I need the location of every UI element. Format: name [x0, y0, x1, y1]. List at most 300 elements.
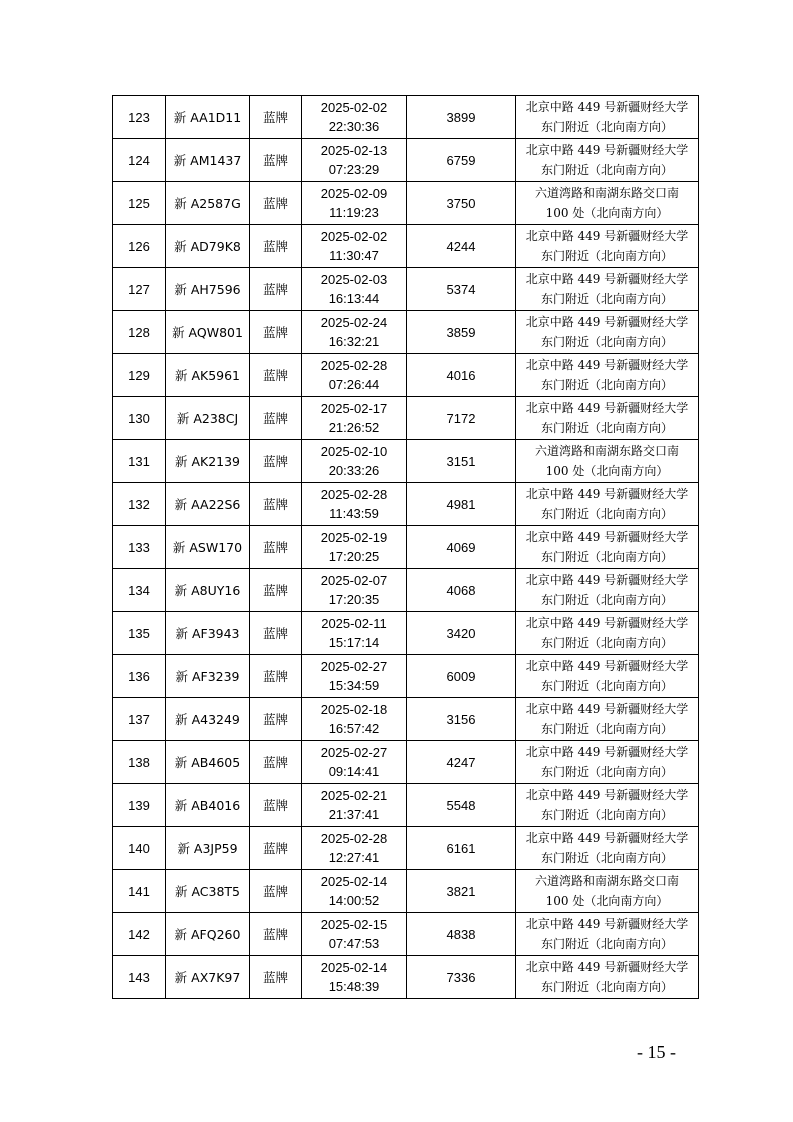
plate-number-cell	[166, 569, 250, 612]
record-code: 6161	[446, 840, 476, 856]
location-line-1: 北京中路 449 号新疆财经大学	[525, 659, 689, 673]
location-line-2: 东门附近（北向南方向）	[540, 980, 673, 994]
row-index: 141	[128, 883, 150, 899]
row-index-cell	[113, 827, 166, 870]
row-index: 125	[128, 195, 150, 211]
plate-number-cell	[166, 741, 250, 784]
location-line-2: 东门附近（北向南方向）	[540, 292, 673, 306]
datetime-cell	[302, 913, 407, 956]
plate-color-cell	[250, 397, 302, 440]
plate-number: 新 A3JP59	[177, 840, 238, 856]
row-index-cell	[113, 139, 166, 182]
location-line-1: 北京中路 449 号新疆财经大学	[525, 573, 689, 587]
location-line-2: 东门附近（北向南方向）	[540, 550, 673, 564]
record-time: 16:13:44	[328, 291, 380, 306]
plate-color: 蓝牌	[262, 797, 288, 813]
location-line-2: 东门附近（北向南方向）	[540, 163, 673, 177]
record-code: 7336	[446, 969, 476, 985]
plate-color: 蓝牌	[262, 410, 288, 426]
location-line-2: 东门附近（北向南方向）	[540, 765, 673, 779]
location-line-2: 东门附近（北向南方向）	[540, 593, 673, 607]
record-code: 7172	[446, 410, 476, 426]
location-line-1: 北京中路 449 号新疆财经大学	[525, 401, 689, 415]
plate-color-cell	[250, 741, 302, 784]
datetime-cell	[302, 569, 407, 612]
plate-number-cell	[166, 311, 250, 354]
plate-color-cell	[250, 483, 302, 526]
code-cell	[407, 397, 516, 440]
datetime-cell	[302, 268, 407, 311]
record-date: 2025-02-02	[320, 100, 388, 115]
record-date: 2025-02-11	[321, 616, 387, 631]
record-code: 3420	[446, 625, 476, 641]
table-row	[113, 182, 699, 225]
plate-color-cell	[250, 827, 302, 870]
row-index-cell	[113, 741, 166, 784]
plate-color: 蓝牌	[262, 754, 288, 770]
plate-number: 新 AD79K8	[174, 238, 241, 254]
code-cell	[407, 956, 516, 999]
code-cell	[407, 827, 516, 870]
table-row	[113, 569, 699, 612]
record-time: 17:20:25	[328, 549, 380, 564]
record-time: 15:34:59	[328, 678, 380, 693]
plate-number-cell	[166, 96, 250, 139]
location-line-1: 北京中路 449 号新疆财经大学	[525, 272, 689, 286]
plate-number: 新 AC38T5	[174, 883, 241, 899]
row-index-cell	[113, 913, 166, 956]
plate-color: 蓝牌	[262, 281, 288, 297]
location-line-2: 100 处（北向南方向）	[545, 206, 669, 220]
location-line-1: 北京中路 449 号新疆财经大学	[525, 745, 689, 759]
table-row	[113, 698, 699, 741]
datetime-cell	[302, 440, 407, 483]
row-index-cell	[113, 397, 166, 440]
table-row	[113, 96, 699, 139]
row-index: 143	[128, 969, 150, 985]
record-code: 4068	[446, 582, 476, 598]
plate-number-cell	[166, 483, 250, 526]
record-date: 2025-02-18	[320, 702, 388, 717]
record-time: 12:27:41	[328, 850, 380, 865]
plate-color-cell	[250, 268, 302, 311]
location-line-1: 北京中路 449 号新疆财经大学	[525, 229, 689, 243]
record-code: 4247	[446, 754, 476, 770]
location-cell	[516, 397, 699, 440]
location-line-1: 北京中路 449 号新疆财经大学	[525, 143, 689, 157]
location-line-2: 东门附近（北向南方向）	[540, 636, 673, 650]
location-cell	[516, 741, 699, 784]
record-date: 2025-02-28	[320, 831, 388, 846]
location-line-1: 六道湾路和南湖东路交口南	[534, 874, 679, 888]
table-row	[113, 225, 699, 268]
row-index-cell	[113, 182, 166, 225]
plate-color: 蓝牌	[262, 883, 288, 899]
plate-number-cell	[166, 397, 250, 440]
plate-number: 新 A238CJ	[176, 410, 239, 426]
plate-color: 蓝牌	[262, 238, 288, 254]
location-line-1: 北京中路 449 号新疆财经大学	[525, 487, 689, 501]
plate-number-cell	[166, 354, 250, 397]
location-line-2: 东门附近（北向南方向）	[540, 378, 673, 392]
row-index-cell	[113, 526, 166, 569]
record-code: 4016	[446, 367, 476, 383]
plate-color: 蓝牌	[262, 152, 288, 168]
plate-color-cell	[250, 870, 302, 913]
plate-color-cell	[250, 655, 302, 698]
code-cell	[407, 311, 516, 354]
datetime-cell	[302, 96, 407, 139]
record-time: 15:48:39	[328, 979, 380, 994]
record-time: 15:17:14	[328, 635, 380, 650]
location-line-1: 北京中路 449 号新疆财经大学	[525, 100, 689, 114]
plate-number: 新 AA1D11	[173, 109, 242, 125]
records-table-body	[113, 96, 699, 999]
record-time: 14:00:52	[328, 893, 380, 908]
code-cell	[407, 440, 516, 483]
record-date: 2025-02-27	[320, 745, 388, 760]
plate-color: 蓝牌	[262, 625, 288, 641]
record-code: 4838	[446, 926, 476, 942]
code-cell	[407, 612, 516, 655]
datetime-cell	[302, 182, 407, 225]
row-index-cell	[113, 870, 166, 913]
location-line-2: 东门附近（北向南方向）	[540, 808, 673, 822]
record-time: 20:33:26	[328, 463, 380, 478]
location-line-1: 六道湾路和南湖东路交口南	[534, 186, 679, 200]
plate-number-cell	[166, 526, 250, 569]
plate-color-cell	[250, 440, 302, 483]
plate-number-cell	[166, 612, 250, 655]
table-row	[113, 741, 699, 784]
plate-number: 新 A43249	[175, 711, 240, 727]
code-cell	[407, 741, 516, 784]
plate-number: 新 AH7596	[174, 281, 241, 297]
plate-color-cell	[250, 956, 302, 999]
table-row	[113, 870, 699, 913]
location-line-2: 东门附近（北向南方向）	[540, 679, 673, 693]
location-line-1: 北京中路 449 号新疆财经大学	[525, 530, 689, 544]
row-index: 133	[128, 539, 150, 555]
location-cell	[516, 96, 699, 139]
record-code: 4244	[446, 238, 476, 254]
datetime-cell	[302, 655, 407, 698]
code-cell	[407, 483, 516, 526]
location-cell	[516, 698, 699, 741]
record-code: 3151	[446, 453, 476, 469]
record-time: 07:47:53	[328, 936, 380, 951]
row-index: 134	[128, 582, 150, 598]
record-time: 21:26:52	[328, 420, 380, 435]
table-row	[113, 311, 699, 354]
row-index: 128	[128, 324, 150, 340]
record-code: 3859	[446, 324, 476, 340]
plate-number-cell	[166, 182, 250, 225]
table-row	[113, 956, 699, 999]
plate-number-cell	[166, 698, 250, 741]
records-table-container	[112, 95, 692, 999]
datetime-cell	[302, 612, 407, 655]
row-index: 130	[128, 410, 150, 426]
plate-number: 新 AK5961	[174, 367, 241, 383]
row-index: 132	[128, 496, 150, 512]
location-line-2: 东门附近（北向南方向）	[540, 507, 673, 521]
row-index: 129	[128, 367, 150, 383]
plate-number-cell	[166, 784, 250, 827]
record-time: 07:26:44	[328, 377, 380, 392]
location-line-1: 北京中路 449 号新疆财经大学	[525, 616, 689, 630]
location-line-1: 北京中路 449 号新疆财经大学	[525, 917, 689, 931]
code-cell	[407, 354, 516, 397]
location-line-2: 100 处（北向南方向）	[545, 894, 669, 908]
plate-color: 蓝牌	[262, 840, 288, 856]
plate-number-cell	[166, 827, 250, 870]
location-line-2: 东门附近（北向南方向）	[540, 335, 673, 349]
record-date: 2025-02-28	[320, 487, 388, 502]
plate-number: 新 AM1437	[173, 152, 242, 168]
record-code: 3156	[446, 711, 476, 727]
row-index: 140	[128, 840, 150, 856]
record-date: 2025-02-28	[320, 358, 388, 373]
location-cell	[516, 655, 699, 698]
code-cell	[407, 913, 516, 956]
plate-number-cell	[166, 268, 250, 311]
plate-color-cell	[250, 612, 302, 655]
table-row	[113, 354, 699, 397]
plate-color-cell	[250, 139, 302, 182]
plate-number-cell	[166, 655, 250, 698]
plate-color-cell	[250, 913, 302, 956]
plate-color: 蓝牌	[262, 496, 288, 512]
plate-number: 新 A8UY16	[174, 582, 241, 598]
row-index-cell	[113, 655, 166, 698]
record-code: 3899	[446, 109, 476, 125]
location-cell	[516, 870, 699, 913]
plate-color-cell	[250, 784, 302, 827]
plate-color: 蓝牌	[262, 324, 288, 340]
record-date: 2025-02-17	[320, 401, 388, 416]
table-row	[113, 612, 699, 655]
code-cell	[407, 96, 516, 139]
record-date: 2025-02-03	[320, 272, 388, 287]
record-code: 6759	[446, 152, 476, 168]
row-index-cell	[113, 612, 166, 655]
record-time: 07:23:29	[328, 162, 380, 177]
plate-color-cell	[250, 182, 302, 225]
plate-color: 蓝牌	[262, 195, 288, 211]
record-date: 2025-02-27	[320, 659, 388, 674]
plate-number: 新 AX7K97	[174, 969, 241, 985]
code-cell	[407, 182, 516, 225]
table-row	[113, 827, 699, 870]
record-time: 11:30:47	[329, 248, 379, 263]
location-line-1: 北京中路 449 号新疆财经大学	[525, 358, 689, 372]
location-cell	[516, 612, 699, 655]
plate-number-cell	[166, 870, 250, 913]
row-index-cell	[113, 440, 166, 483]
code-cell	[407, 655, 516, 698]
datetime-cell	[302, 225, 407, 268]
location-cell	[516, 139, 699, 182]
record-time: 16:57:42	[328, 721, 380, 736]
row-index: 131	[128, 453, 150, 469]
table-row	[113, 440, 699, 483]
code-cell	[407, 870, 516, 913]
table-row	[113, 655, 699, 698]
row-index: 126	[128, 238, 150, 254]
location-cell	[516, 526, 699, 569]
row-index-cell	[113, 483, 166, 526]
record-date: 2025-02-09	[320, 186, 388, 201]
plate-number: 新 AK2139	[174, 453, 241, 469]
location-cell	[516, 440, 699, 483]
code-cell	[407, 784, 516, 827]
table-row	[113, 913, 699, 956]
row-index: 142	[128, 926, 150, 942]
row-index-cell	[113, 311, 166, 354]
datetime-cell	[302, 311, 407, 354]
plate-color-cell	[250, 225, 302, 268]
row-index-cell	[113, 956, 166, 999]
plate-color-cell	[250, 311, 302, 354]
location-cell	[516, 182, 699, 225]
record-time: 17:20:35	[328, 592, 380, 607]
row-index: 123	[128, 109, 150, 125]
location-line-1: 北京中路 449 号新疆财经大学	[525, 788, 689, 802]
record-time: 09:14:41	[328, 764, 380, 779]
location-cell	[516, 956, 699, 999]
record-date: 2025-02-19	[320, 530, 388, 545]
location-line-2: 东门附近（北向南方向）	[540, 851, 673, 865]
code-cell	[407, 526, 516, 569]
record-date: 2025-02-15	[320, 917, 388, 932]
plate-color-cell	[250, 526, 302, 569]
datetime-cell	[302, 698, 407, 741]
record-date: 2025-02-21	[320, 788, 388, 803]
plate-color-cell	[250, 96, 302, 139]
table-row	[113, 526, 699, 569]
location-line-1: 北京中路 449 号新疆财经大学	[525, 702, 689, 716]
plate-number: 新 AF3239	[175, 668, 240, 684]
row-index-cell	[113, 96, 166, 139]
row-index: 127	[128, 281, 150, 297]
record-date: 2025-02-02	[320, 229, 388, 244]
plate-color: 蓝牌	[262, 711, 288, 727]
record-time: 21:37:41	[328, 807, 380, 822]
record-code: 4981	[446, 496, 476, 512]
row-index: 138	[128, 754, 150, 770]
record-date: 2025-02-07	[320, 573, 388, 588]
location-cell	[516, 268, 699, 311]
datetime-cell	[302, 139, 407, 182]
row-index-cell	[113, 698, 166, 741]
plate-color: 蓝牌	[262, 668, 288, 684]
datetime-cell	[302, 784, 407, 827]
record-date: 2025-02-13	[320, 143, 388, 158]
location-cell	[516, 784, 699, 827]
row-index: 124	[128, 152, 150, 168]
code-cell	[407, 569, 516, 612]
table-row	[113, 483, 699, 526]
location-line-2: 东门附近（北向南方向）	[540, 120, 673, 134]
row-index-cell	[113, 784, 166, 827]
record-date: 2025-02-10	[320, 444, 388, 459]
plate-color-cell	[250, 698, 302, 741]
row-index-cell	[113, 268, 166, 311]
row-index: 136	[128, 668, 150, 684]
location-line-2: 东门附近（北向南方向）	[540, 421, 673, 435]
row-index-cell	[113, 354, 166, 397]
location-cell	[516, 225, 699, 268]
table-row	[113, 784, 699, 827]
location-line-1: 北京中路 449 号新疆财经大学	[525, 831, 689, 845]
record-time: 11:19:23	[329, 205, 379, 220]
record-code: 3750	[446, 195, 476, 211]
location-line-2: 东门附近（北向南方向）	[540, 937, 673, 951]
record-code: 6009	[446, 668, 476, 684]
datetime-cell	[302, 483, 407, 526]
record-date: 2025-02-24	[320, 315, 388, 330]
plate-color: 蓝牌	[262, 109, 288, 125]
plate-color: 蓝牌	[262, 926, 288, 942]
plate-number-cell	[166, 225, 250, 268]
plate-number: 新 AFQ260	[174, 926, 241, 942]
plate-number: 新 ASW170	[172, 539, 243, 555]
code-cell	[407, 139, 516, 182]
location-cell	[516, 311, 699, 354]
datetime-cell	[302, 741, 407, 784]
records-table	[112, 95, 699, 999]
plate-number: 新 AF3943	[175, 625, 240, 641]
row-index: 135	[128, 625, 150, 641]
location-line-2: 东门附近（北向南方向）	[540, 722, 673, 736]
location-line-1: 北京中路 449 号新疆财经大学	[525, 315, 689, 329]
location-line-2: 东门附近（北向南方向）	[540, 249, 673, 263]
plate-number: 新 AA22S6	[174, 496, 241, 512]
row-index: 137	[128, 711, 150, 727]
record-time: 11:43:59	[329, 506, 379, 521]
record-date: 2025-02-14	[320, 960, 388, 975]
table-row	[113, 397, 699, 440]
datetime-cell	[302, 397, 407, 440]
plate-number-cell	[166, 139, 250, 182]
plate-number: 新 A2587G	[174, 195, 241, 211]
row-index-cell	[113, 569, 166, 612]
page-number: - 15 -	[637, 1042, 676, 1062]
row-index-cell	[113, 225, 166, 268]
location-cell	[516, 354, 699, 397]
plate-color: 蓝牌	[262, 367, 288, 383]
location-cell	[516, 913, 699, 956]
record-code: 5548	[446, 797, 476, 813]
plate-color: 蓝牌	[262, 539, 288, 555]
code-cell	[407, 268, 516, 311]
plate-number-cell	[166, 440, 250, 483]
datetime-cell	[302, 870, 407, 913]
plate-number-cell	[166, 956, 250, 999]
record-code: 3821	[446, 883, 476, 899]
datetime-cell	[302, 354, 407, 397]
plate-number: 新 AQW801	[172, 324, 243, 340]
datetime-cell	[302, 956, 407, 999]
plate-number: 新 AB4605	[174, 754, 241, 770]
plate-color: 蓝牌	[262, 582, 288, 598]
location-cell	[516, 483, 699, 526]
record-code: 4069	[446, 539, 476, 555]
location-line-1: 北京中路 449 号新疆财经大学	[525, 960, 689, 974]
location-cell	[516, 569, 699, 612]
location-cell	[516, 827, 699, 870]
